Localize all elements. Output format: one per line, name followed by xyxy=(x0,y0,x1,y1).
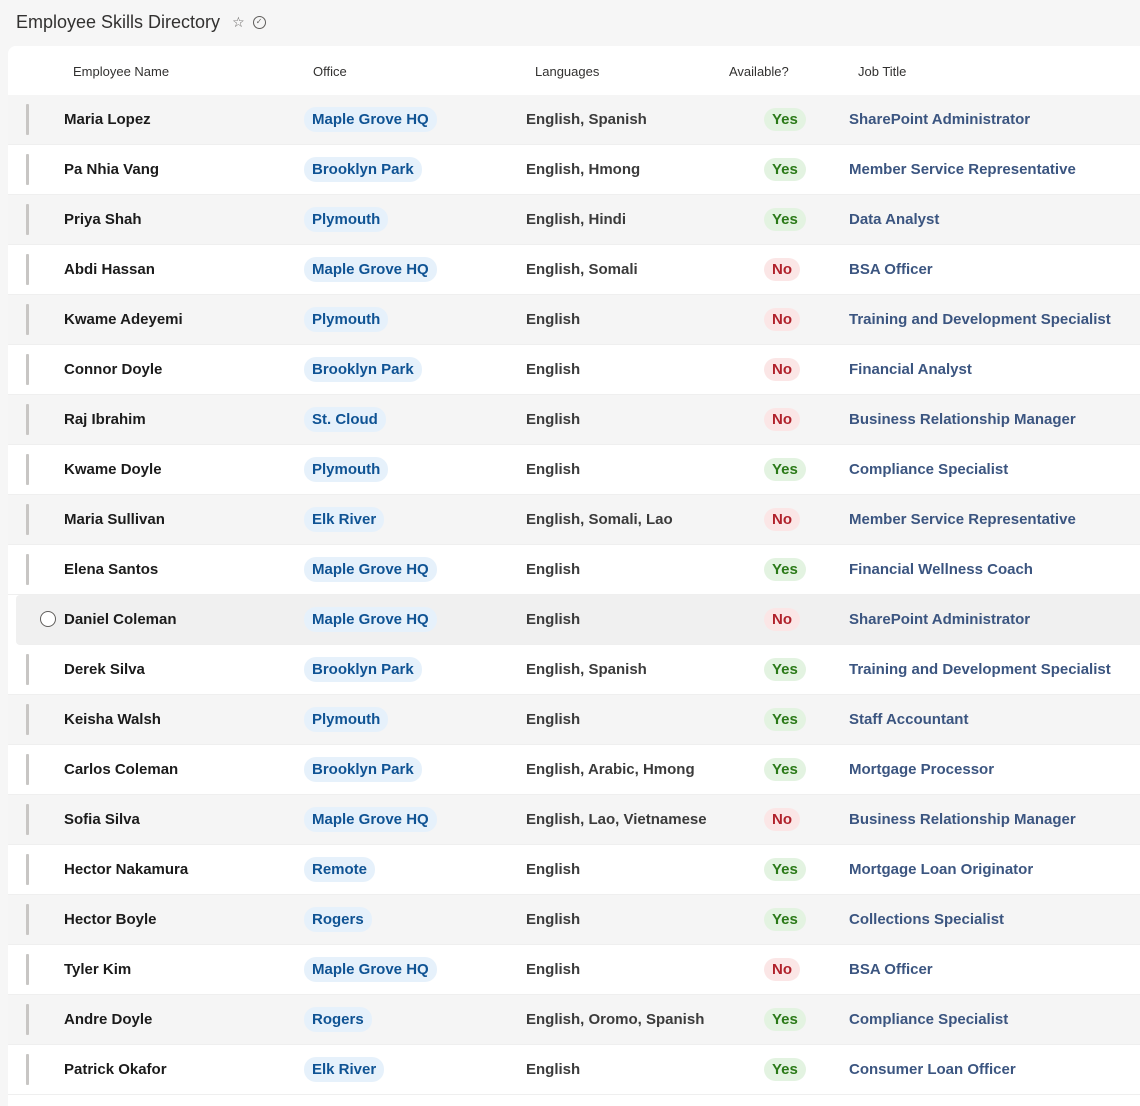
languages-cell xyxy=(526,345,580,394)
job-title-cell xyxy=(849,545,1033,594)
row-indicator-bar xyxy=(26,454,29,485)
languages-text: English xyxy=(526,411,581,428)
row-indicator-bar xyxy=(26,404,29,435)
job-title-link[interactable]: Mortgage Loan Originator xyxy=(849,861,1034,878)
office-pill[interactable]: Plymouth xyxy=(304,457,388,482)
employee-name: Keisha Walsh xyxy=(64,711,161,728)
page-title: Employee Skills Directory xyxy=(16,11,221,32)
row-indicator-bar xyxy=(26,1004,29,1035)
available-badge: No xyxy=(764,508,800,531)
languages-text: English, Somali xyxy=(526,261,638,278)
job-title-cell xyxy=(849,745,994,794)
available-cell xyxy=(764,245,800,294)
office-cell xyxy=(304,145,422,194)
languages-text: English xyxy=(526,461,581,478)
office-cell xyxy=(304,795,437,844)
employee-name: Tyler Kim xyxy=(64,961,132,978)
row-indicator-bar xyxy=(26,154,29,185)
job-title-link[interactable]: SharePoint Administrator xyxy=(849,611,1031,628)
list-row[interactable] xyxy=(8,345,1140,395)
languages-text: English xyxy=(526,961,581,978)
title-bar xyxy=(0,0,1140,44)
available-badge: Yes xyxy=(764,108,806,131)
row-indicator-bar xyxy=(26,654,29,685)
available-badge: No xyxy=(764,408,800,431)
row-indicator-bar xyxy=(26,904,29,935)
row-indicator-bar xyxy=(26,954,29,985)
row-select-radio[interactable] xyxy=(40,611,56,627)
job-title-link[interactable]: Training and Development Specialist xyxy=(849,661,1111,678)
row-indicator-bar xyxy=(26,354,29,385)
list-row[interactable] xyxy=(8,745,1140,795)
employee-name-cell xyxy=(64,195,142,244)
employee-name: Abdi Hassan xyxy=(64,261,155,278)
office-cell xyxy=(304,645,422,694)
job-title-cell xyxy=(849,295,1111,344)
row-indicator-bar xyxy=(26,554,29,585)
employee-name-cell xyxy=(64,795,140,844)
employee-name-cell xyxy=(64,395,146,444)
employee-name: Daniel Coleman xyxy=(64,611,177,628)
office-cell xyxy=(304,945,437,994)
languages-cell xyxy=(526,895,580,944)
job-title-link[interactable]: Collections Specialist xyxy=(849,911,1005,928)
available-badge: No xyxy=(764,358,800,381)
job-title-link[interactable]: Financial Analyst xyxy=(849,361,972,378)
row-indicator-bar xyxy=(26,1054,29,1085)
languages-cell xyxy=(526,795,707,844)
job-title-cell xyxy=(849,895,1004,944)
languages-text: English xyxy=(526,611,581,628)
office-pill[interactable]: Brooklyn Park xyxy=(304,157,422,182)
job-title-link[interactable]: Training and Development Specialist xyxy=(849,311,1111,328)
job-title-link[interactable]: Member Service Representative xyxy=(849,161,1076,178)
employee-name: Maria Sullivan xyxy=(64,511,165,528)
languages-cell xyxy=(526,845,580,894)
column-header-job-title[interactable]: Job Title xyxy=(858,64,907,79)
employee-name-cell xyxy=(64,745,178,794)
list-row[interactable] xyxy=(8,195,1140,245)
employee-name-cell xyxy=(64,1045,167,1094)
column-header-office[interactable]: Office xyxy=(313,64,347,79)
available-cell xyxy=(764,795,800,844)
check-circle-icon[interactable]: ✓ xyxy=(253,16,266,29)
job-title-link[interactable]: BSA Officer xyxy=(849,961,933,978)
job-title-link[interactable]: Member Service Representative xyxy=(849,511,1076,528)
available-cell xyxy=(764,995,806,1044)
office-pill[interactable]: St. Cloud xyxy=(304,407,386,432)
office-cell xyxy=(304,1045,384,1094)
office-cell xyxy=(304,345,422,394)
office-pill[interactable]: Maple Grove HQ xyxy=(304,257,437,282)
list-panel xyxy=(8,46,1140,1106)
job-title-cell xyxy=(849,145,1076,194)
available-cell xyxy=(764,595,800,644)
office-cell xyxy=(304,395,386,444)
list-row[interactable] xyxy=(8,1045,1140,1095)
job-title-cell xyxy=(849,795,1076,844)
languages-cell xyxy=(526,595,580,644)
employee-name-cell xyxy=(64,295,183,344)
languages-text: English, Somali, Lao xyxy=(526,511,673,528)
job-title-link[interactable]: Compliance Specialist xyxy=(849,461,1009,478)
office-cell xyxy=(304,295,388,344)
available-badge: Yes xyxy=(764,658,806,681)
available-cell xyxy=(764,295,800,344)
job-title-link[interactable]: BSA Officer xyxy=(849,261,933,278)
employee-name: Andre Doyle xyxy=(64,1011,153,1028)
available-cell xyxy=(764,195,806,244)
available-badge: Yes xyxy=(764,908,806,931)
available-cell xyxy=(764,495,800,544)
list-row[interactable] xyxy=(8,295,1140,345)
row-indicator-bar xyxy=(26,804,29,835)
employee-name-cell xyxy=(64,645,145,694)
available-cell xyxy=(764,945,800,994)
languages-cell xyxy=(526,145,640,194)
languages-text: English xyxy=(526,311,581,328)
employee-name: Patrick Okafor xyxy=(64,1061,167,1078)
office-pill[interactable]: Brooklyn Park xyxy=(304,657,422,682)
languages-text: English xyxy=(526,361,581,378)
star-icon[interactable]: ☆ xyxy=(232,13,245,30)
list-row[interactable] xyxy=(16,595,1140,645)
employee-name: Hector Boyle xyxy=(64,911,157,928)
available-badge: Yes xyxy=(764,458,806,481)
languages-cell xyxy=(526,545,580,594)
available-cell xyxy=(764,345,800,394)
available-badge: Yes xyxy=(764,558,806,581)
languages-cell xyxy=(526,645,647,694)
employee-name: Sofia Silva xyxy=(64,811,140,828)
job-title-cell xyxy=(849,445,1008,494)
office-cell xyxy=(304,195,388,244)
languages-text: English xyxy=(526,1061,581,1078)
office-cell xyxy=(304,245,437,294)
available-badge: No xyxy=(764,258,800,281)
row-indicator-bar xyxy=(26,504,29,535)
employee-name-cell xyxy=(64,895,157,944)
office-cell xyxy=(304,845,375,894)
office-pill[interactable]: Plymouth xyxy=(304,307,388,332)
available-cell xyxy=(764,745,806,794)
office-cell xyxy=(304,745,422,794)
column-header-row xyxy=(8,46,1140,95)
employee-name: Elena Santos xyxy=(64,561,159,578)
office-pill[interactable]: Maple Grove HQ xyxy=(304,957,437,982)
office-cell xyxy=(304,545,437,594)
list-row[interactable] xyxy=(8,545,1140,595)
languages-cell xyxy=(526,995,704,1044)
available-badge: Yes xyxy=(764,1008,806,1031)
employee-name: Connor Doyle xyxy=(64,361,163,378)
list-row[interactable] xyxy=(8,145,1140,195)
employee-name-cell xyxy=(64,145,159,194)
job-title-cell xyxy=(849,245,933,294)
languages-cell xyxy=(526,445,580,494)
office-pill[interactable]: Rogers xyxy=(304,907,372,932)
employee-name: Maria Lopez xyxy=(64,111,151,128)
job-title-link[interactable]: Compliance Specialist xyxy=(849,1011,1009,1028)
employee-name-cell xyxy=(64,695,161,744)
list-row[interactable] xyxy=(8,395,1140,445)
available-badge: No xyxy=(764,608,800,631)
office-cell xyxy=(304,495,384,544)
employee-name-cell xyxy=(64,845,188,894)
office-cell xyxy=(304,995,372,1044)
office-pill[interactable]: Brooklyn Park xyxy=(304,757,422,782)
languages-text: English, Hindi xyxy=(526,211,626,228)
employee-name: Raj Ibrahim xyxy=(64,411,146,428)
job-title-link[interactable]: Financial Wellness Coach xyxy=(849,561,1033,578)
employee-name: Kwame Adeyemi xyxy=(64,311,183,328)
job-title-cell xyxy=(849,395,1076,444)
job-title-link[interactable]: Data Analyst xyxy=(849,211,940,228)
job-title-cell xyxy=(849,645,1111,694)
row-indicator-bar xyxy=(26,204,29,235)
job-title-cell xyxy=(849,845,1033,894)
row-indicator-bar xyxy=(26,754,29,785)
employee-name-cell xyxy=(64,495,165,544)
languages-cell xyxy=(526,195,626,244)
available-cell xyxy=(764,1045,806,1094)
list-row[interactable] xyxy=(8,645,1140,695)
languages-cell xyxy=(526,495,673,544)
list-row[interactable] xyxy=(8,845,1140,895)
office-pill[interactable]: Elk River xyxy=(304,507,384,532)
row-indicator-bar xyxy=(26,704,29,735)
office-pill[interactable]: Maple Grove HQ xyxy=(304,807,437,832)
languages-text: English, Arabic, Hmong xyxy=(526,761,695,778)
row-indicator-bar xyxy=(26,254,29,285)
available-badge: Yes xyxy=(764,708,806,731)
office-pill[interactable]: Maple Grove HQ xyxy=(304,607,437,632)
list-row[interactable] xyxy=(8,895,1140,945)
job-title-link[interactable]: Mortgage Processor xyxy=(849,761,995,778)
list-rows xyxy=(8,95,1140,1095)
languages-cell xyxy=(526,1045,580,1094)
office-pill[interactable]: Plymouth xyxy=(304,207,388,232)
available-cell xyxy=(764,895,806,944)
list-row[interactable] xyxy=(8,95,1140,145)
list-row[interactable] xyxy=(8,245,1140,295)
column-header-languages[interactable]: Languages xyxy=(535,64,600,79)
list-row[interactable] xyxy=(8,495,1140,545)
office-cell xyxy=(304,895,372,944)
job-title-cell xyxy=(849,595,1030,644)
row-indicator-bar xyxy=(26,104,29,135)
languages-text: English, Hmong xyxy=(526,161,641,178)
employee-name: Priya Shah xyxy=(64,211,142,228)
job-title-cell xyxy=(849,695,968,744)
languages-text: English, Oromo, Spanish xyxy=(526,1011,705,1028)
available-badge: Yes xyxy=(764,1058,806,1081)
languages-cell xyxy=(526,245,638,294)
list-row[interactable] xyxy=(8,945,1140,995)
languages-cell xyxy=(526,945,580,994)
employee-name-cell xyxy=(64,95,151,144)
employee-name-cell xyxy=(64,995,152,1044)
office-cell xyxy=(304,95,437,144)
office-pill[interactable]: Maple Grove HQ xyxy=(304,557,437,582)
job-title-cell xyxy=(849,345,972,394)
languages-cell xyxy=(526,295,580,344)
employee-name-cell xyxy=(64,595,177,644)
languages-text: English, Spanish xyxy=(526,111,647,128)
languages-text: English xyxy=(526,861,581,878)
job-title-link[interactable]: Staff Accountant xyxy=(849,711,969,728)
available-cell xyxy=(764,845,806,894)
employee-name-cell xyxy=(64,545,158,594)
available-cell xyxy=(764,545,806,594)
job-title-link[interactable]: SharePoint Administrator xyxy=(849,111,1031,128)
available-cell xyxy=(764,395,800,444)
column-header-available[interactable]: Available? xyxy=(729,64,789,79)
employee-name: Carlos Coleman xyxy=(64,761,179,778)
office-pill[interactable]: Brooklyn Park xyxy=(304,357,422,382)
employee-name: Hector Nakamura xyxy=(64,861,189,878)
employee-name-cell xyxy=(64,945,131,994)
job-title-link[interactable]: Business Relationship Manager xyxy=(849,411,1076,428)
list-row[interactable] xyxy=(8,795,1140,845)
job-title-cell xyxy=(849,95,1030,144)
office-cell xyxy=(304,445,388,494)
languages-text: English xyxy=(526,911,581,928)
list-row[interactable] xyxy=(8,995,1140,1045)
row-indicator-bar xyxy=(26,854,29,885)
office-pill[interactable]: Elk River xyxy=(304,1057,384,1082)
available-badge: Yes xyxy=(764,158,806,181)
employee-name-cell xyxy=(64,245,155,294)
languages-cell xyxy=(526,395,580,444)
job-title-link[interactable]: Business Relationship Manager xyxy=(849,811,1076,828)
office-pill[interactable]: Rogers xyxy=(304,1007,372,1032)
languages-cell xyxy=(526,745,695,794)
office-pill[interactable]: Maple Grove HQ xyxy=(304,107,437,132)
row-indicator-bar xyxy=(26,304,29,335)
office-pill[interactable]: Plymouth xyxy=(304,707,388,732)
languages-text: English, Lao, Vietnamese xyxy=(526,811,707,828)
available-badge: Yes xyxy=(764,758,806,781)
available-badge: Yes xyxy=(764,208,806,231)
available-cell xyxy=(764,445,806,494)
job-title-cell xyxy=(849,945,933,994)
available-cell xyxy=(764,695,806,744)
employee-name: Kwame Doyle xyxy=(64,461,162,478)
languages-cell xyxy=(526,695,580,744)
available-badge: No xyxy=(764,308,800,331)
job-title-cell xyxy=(849,1045,1016,1094)
available-cell xyxy=(764,95,806,144)
employee-name: Pa Nhia Vang xyxy=(64,161,160,178)
employee-name-cell xyxy=(64,345,162,394)
available-badge: Yes xyxy=(764,858,806,881)
job-title-cell xyxy=(849,995,1008,1044)
available-badge: No xyxy=(764,958,800,981)
job-title-cell xyxy=(849,195,939,244)
languages-text: English, Spanish xyxy=(526,661,647,678)
job-title-link[interactable]: Consumer Loan Officer xyxy=(849,1061,1016,1078)
languages-cell xyxy=(526,95,647,144)
employee-name-cell xyxy=(64,445,162,494)
office-cell xyxy=(304,595,437,644)
list-row[interactable] xyxy=(8,445,1140,495)
languages-text: English xyxy=(526,711,581,728)
office-cell xyxy=(304,695,388,744)
employee-name: Derek Silva xyxy=(64,661,145,678)
languages-text: English xyxy=(526,561,581,578)
available-cell xyxy=(764,645,806,694)
office-pill[interactable]: Remote xyxy=(304,857,375,882)
available-cell xyxy=(764,145,806,194)
column-header-employee-name[interactable]: Employee Name xyxy=(73,64,170,79)
job-title-cell xyxy=(849,495,1076,544)
list-row[interactable] xyxy=(8,695,1140,745)
available-badge: No xyxy=(764,808,800,831)
